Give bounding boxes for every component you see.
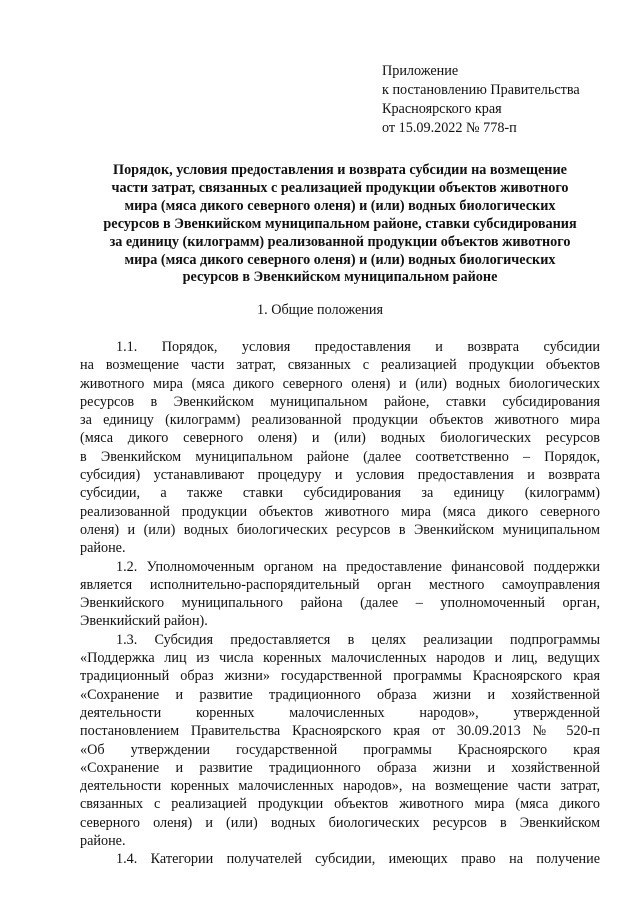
paragraph-line: ресурсов в Эвенкийском муниципальном районе, ставки субсидирования [80,393,600,410]
paragraph-line: реализованной продукции объектов животного мира (мяса дикого северного [80,503,600,520]
paragraph-1-1 [80,338,600,558]
paragraph-line: «Сохранение и развитие традиционного образа жизни и хозяйственной [80,759,600,776]
paragraph-line: 1.1. Порядок, условия предоставления и возврата субсидии [116,339,600,355]
paragraph-line: «Сохранение и развитие традиционного образа жизни и хозяйственной [80,686,600,703]
title-line: ресурсов в Эвенкийском муниципальном районе, ставки субсидирования [103,215,577,232]
paragraph-line: северного оленя) и (или) водных биологических ресурсов в Эвенкийском [80,814,600,831]
appendix-line: Красноярского края [382,101,502,117]
appendix-line: от 15.09.2022 № 778-п [382,120,517,136]
paragraph-line: является исполнительно-распорядительный орган местного самоуправления [80,576,600,593]
title-line: за единицу (килограмм) реализованной продукции объектов животного [109,233,571,250]
appendix-line: Приложение [382,63,459,79]
title-line: мира (мяса дикого северного оленя) и (или) водных биологических [124,251,556,268]
title-line: Порядок, условия предоставления и возврата субсидии на возмещение [113,162,567,178]
title-line: ресурсов в Эвенкийском муниципальном районе [182,269,498,286]
paragraph-line: 1.3. Субсидия предоставляется в целях реализации подпрограммы [116,631,600,648]
title-line: части затрат, связанных с реализацией продукции объектов животного [111,179,569,196]
paragraph-1-4 [80,850,600,868]
document-body [80,338,600,869]
paragraph-line: оленя) и (или) водных биологических ресурсов в Эвенкийском муниципальном [80,521,600,538]
paragraph-line: связанных с реализацией продукции объектов животного мира (мяса дикого [80,796,600,813]
paragraph-line: (мяса дикого северного оленя) и (или) водных биологических ресурсов [80,430,600,447]
paragraph-line: за единицу (килограмм) реализованной продукции объектов животного мира [80,412,600,429]
paragraph-line: в Эвенкийском муниципальном районе (далее соответственно – Порядок, [80,448,600,465]
paragraph-line: субсидии, а также ставки субсидирования за единицу (килограмм) [80,485,600,502]
document-title [80,162,600,287]
section-heading: 1. Общие положения [257,302,383,318]
paragraph-line: «Поддержка лиц из числа коренных малочисленных народов и лиц, ведущих [80,650,600,667]
paragraph-line: 1.4. Категории получателей субсидии, имеющих право на получение [116,851,600,868]
paragraph-line: традиционный образ жизни» государственной программы Красноярского края [80,668,600,685]
paragraph-line: районе. [80,833,126,850]
paragraph-line: Эвенкийского муниципального района (далее – уполномоченный орган, [80,595,600,612]
paragraph-line: Эвенкийский район). [80,613,208,630]
paragraph-line: постановлением Правительства Красноярского края от 30.09.2013 № 520-п [80,723,600,740]
paragraph-line: субсидия) устанавливают процедуру и условия предоставления и возврата [80,467,600,484]
paragraph-line: 1.2. Уполномоченным органом на предоставление финансовой поддержки [116,558,600,575]
paragraph-line: на возмещение части затрат, связанных с реализацией продукции объектов [80,357,600,374]
paragraph-1-3 [80,631,600,851]
paragraph-line: «Об утверждении государственной программы Красноярского края [80,741,600,758]
appendix-header [382,62,580,138]
paragraph-1-2 [80,558,600,631]
title-line: мира (мяса дикого северного оленя) и (или) водных биологических [124,197,556,214]
paragraph-line: животного мира (мяса дикого северного оленя) и (или) водных биологических [80,375,600,392]
paragraph-line: деятельности коренных малочисленных народов», на возмещение части затрат, [80,778,600,795]
paragraph-line: районе. [80,540,126,557]
paragraph-line: деятельности коренных малочисленных народов», утвержденной [80,704,600,721]
appendix-line: к постановлению Правительства [382,82,580,98]
